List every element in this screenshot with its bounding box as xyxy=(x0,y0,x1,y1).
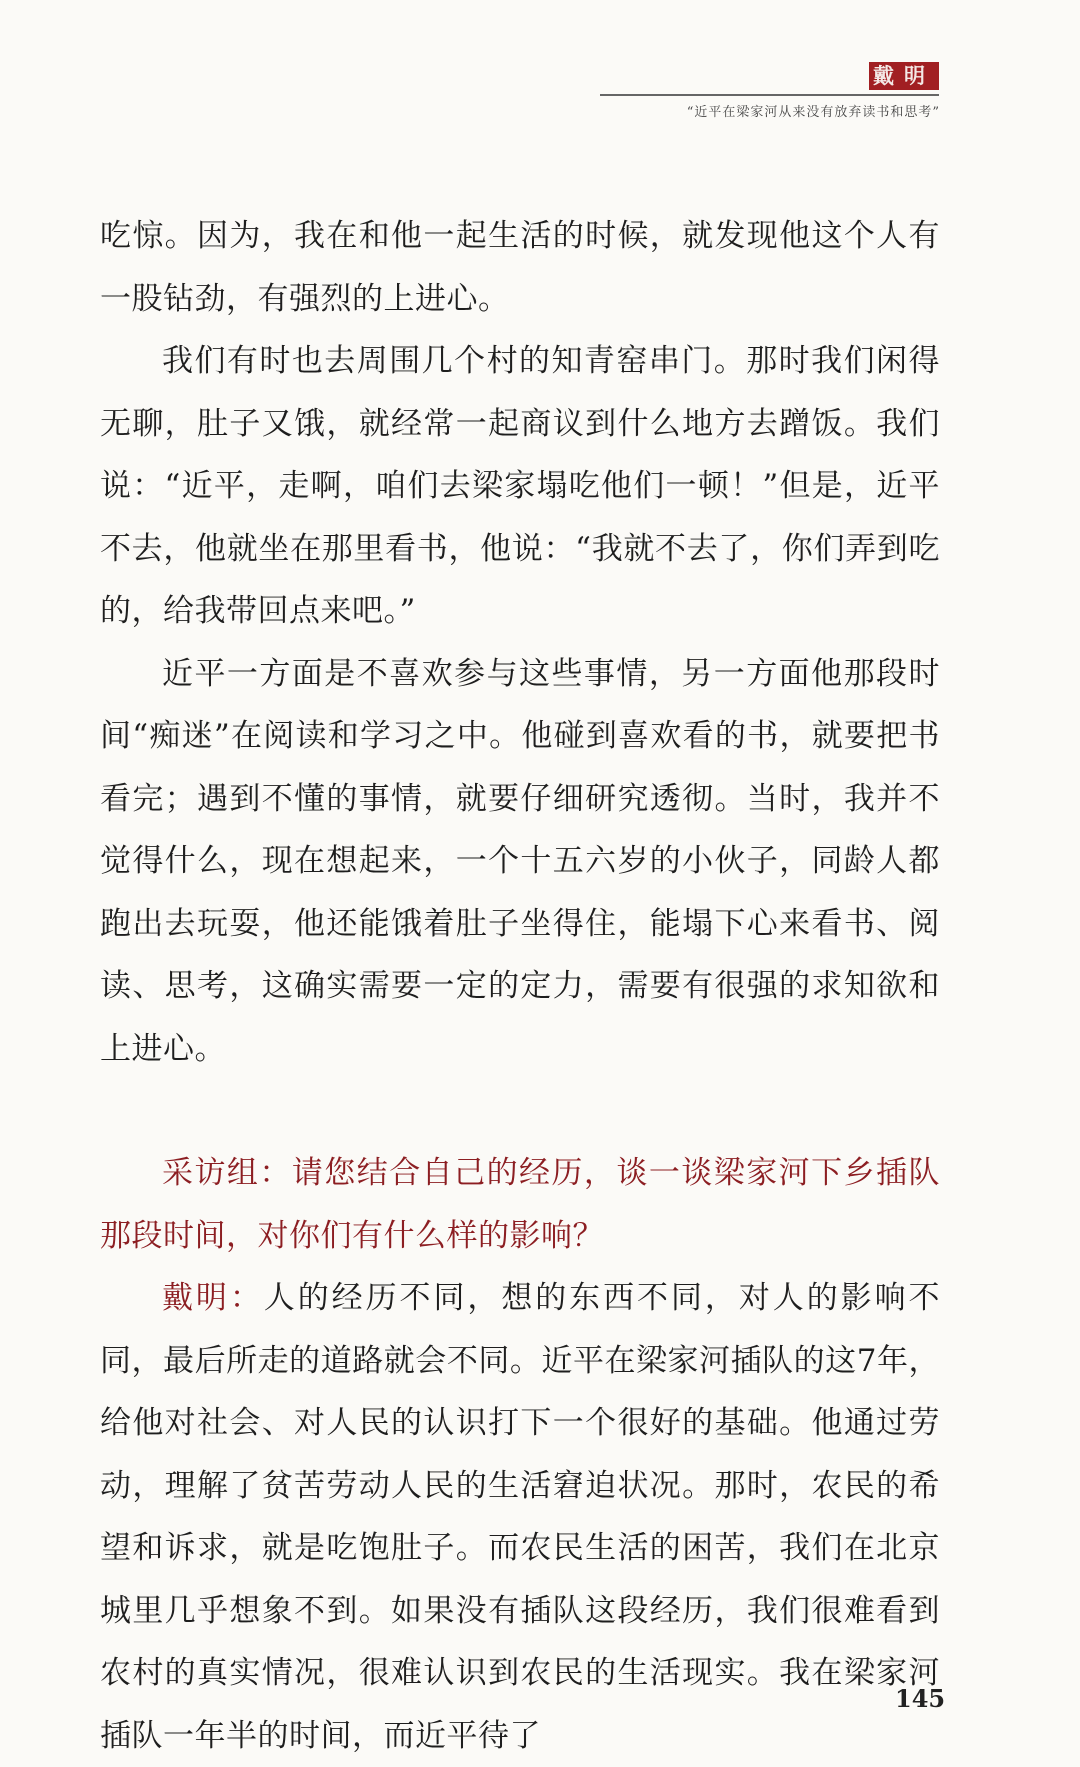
running-header-quote: “近平在梁家河从来没有放弃读书和思考” xyxy=(686,105,940,120)
page-number: 145 xyxy=(895,1684,946,1713)
paragraph-3: 近平一方面是不喜欢参与这些事情，另一方面他那段时间“痴迷”在阅读和学习之中。他碰到喜欢看的书，就要把书看完；遇到不懂的事情，就要仔细研究透彻。当时，我并不觉得什么，现在想起来，一个十五六岁的小伙子，同龄人都跑出去玩耍，他还能饿着肚子坐得住，能塌下心来看书、阅读、思考，这确实需要一定的定力，需要有很强的求知欲和上进心。 xyxy=(100,655,940,1067)
interview-answer xyxy=(100,1267,940,1767)
section-gap xyxy=(100,1080,940,1142)
answer-speaker: 戴明： xyxy=(162,1280,264,1316)
chapter-badge: 戴明 xyxy=(869,62,939,90)
answer-text: 人的经历不同，想的东西不同，对人的影响不同，最后所走的道路就会不同。近平在梁家河插队的这7年，给他对社会、对人民的认识打下一个很好的基础。他通过劳动，理解了贫苦劳动人民的生活窘迫状况。那时，农民的希望和诉求，就是吃饱肚子。而农民生活的困苦，我们在北京城里几乎想象不到。如果没有插队这段经历，我们很难看到农村的真实情况，很难认识到农民的生活现实。我在梁家河插队一年半的时间，而近平待了 xyxy=(100,1280,940,1754)
interview-question: 采访组：请您结合自己的经历，谈一谈梁家河下乡插队那段时间，对你们有什么样的影响？ xyxy=(100,1155,940,1254)
header-rule xyxy=(600,94,939,96)
paragraph-1: 吃惊。因为，我在和他一起生活的时候，就发现他这个人有一股钻劲，有强烈的上进心。 xyxy=(100,218,940,317)
paragraph-2: 我们有时也去周围几个村的知青窑串门。那时我们闲得无聊，肚子又饿，就经常一起商议到什么地方去蹭饭。我们说：“近平，走啊，咱们去梁家塌吃他们一顿！”但是，近平不去，他就坐在那里看书，他说：“我就不去了，你们弄到吃的，给我带回点来吧。” xyxy=(100,343,940,629)
page-body xyxy=(100,205,940,1767)
